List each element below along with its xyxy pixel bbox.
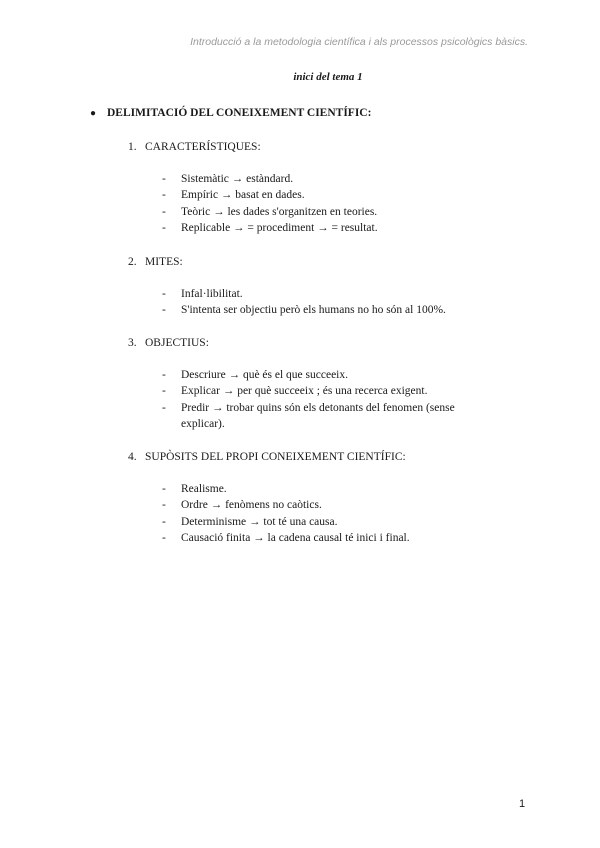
list-item [162, 204, 502, 220]
dash-icon: - [162, 205, 166, 218]
section-heading [128, 449, 508, 465]
list-item-text: Teòric → les dades s'organitzen en teories. [181, 205, 378, 218]
list-item [162, 171, 502, 187]
list-item-text: Replicable → = procediment → = resultat. [181, 222, 378, 235]
section-heading [128, 254, 508, 270]
section-title: MITES: [145, 256, 183, 268]
list-item [162, 530, 502, 546]
section-title: SUPÒSITS DEL PROPI CONEIXEMENT CIENTÍFIC: [145, 451, 406, 463]
section-myths [128, 254, 508, 317]
list-item [162, 220, 502, 236]
section-number: 2. [128, 256, 137, 268]
list-item-text: Predir → trobar quins són els detonants del fenomen (sense explicar). [181, 401, 455, 431]
section-number: 4. [128, 451, 137, 463]
list-item-text: S'intenta ser objectiu però els humans no ho són al 100%. [181, 304, 446, 317]
list-item-text: Determinisme → tot té una causa. [181, 515, 338, 528]
section-assumptions [128, 449, 508, 545]
section-number: 1. [128, 141, 137, 153]
page-number: 1 [519, 798, 526, 810]
main-heading-text: DELIMITACIÓ DEL CONEIXEMENT CIENTÍFIC: [107, 107, 372, 119]
list-item [162, 187, 502, 203]
list-item-text: Descriure → què és el que succeeix. [181, 369, 348, 381]
section-title: CARACTERÍSTIQUES: [145, 141, 261, 153]
list-item-text: Realisme. [181, 483, 227, 495]
list-item-text: Empíric → basat en dades. [181, 189, 305, 202]
section-title: OBJECTIUS: [145, 337, 209, 349]
dash-icon: - [162, 532, 166, 545]
dash-icon: - [162, 222, 166, 235]
main-heading [90, 107, 371, 119]
section-heading [128, 139, 508, 155]
dash-icon: - [162, 515, 166, 528]
item-list [162, 481, 502, 547]
section-heading [128, 335, 508, 351]
list-item [162, 481, 502, 497]
list-item [162, 383, 482, 399]
section-objectives [128, 335, 508, 431]
list-item-text: Infal·libilitat. [181, 288, 243, 300]
item-list [162, 286, 502, 319]
dash-icon: - [162, 189, 166, 202]
section-characteristics [128, 139, 508, 235]
bullet-icon: ● [90, 108, 97, 119]
dash-icon: - [162, 369, 166, 381]
item-list [162, 367, 482, 433]
list-item [162, 302, 502, 318]
list-item-text: Explicar → per què succeeix ; és una recerca exigent. [181, 385, 428, 398]
list-item [162, 497, 502, 513]
list-item [162, 400, 482, 433]
item-list [162, 171, 502, 237]
dash-icon: - [162, 385, 166, 398]
dash-icon: - [162, 304, 166, 317]
dash-icon: - [162, 288, 166, 300]
list-item [162, 514, 502, 530]
topic-title: inici del tema 1 [293, 71, 363, 83]
list-item-text: Causació finita → la cadena causal té inici i final. [181, 532, 410, 545]
section-number: 3. [128, 337, 137, 349]
dash-icon: - [162, 499, 166, 512]
list-item-text: Sistemàtic → estàndard. [181, 173, 294, 185]
running-header: Introducció a la metodologia científica i als processos psicològics bàsics. [190, 36, 528, 48]
dash-icon: - [162, 173, 166, 185]
list-item-text: Ordre → fenòmens no caòtics. [181, 499, 322, 512]
dash-icon: - [162, 401, 166, 414]
list-item [162, 286, 502, 302]
list-item [162, 367, 482, 383]
dash-icon: - [162, 483, 166, 495]
